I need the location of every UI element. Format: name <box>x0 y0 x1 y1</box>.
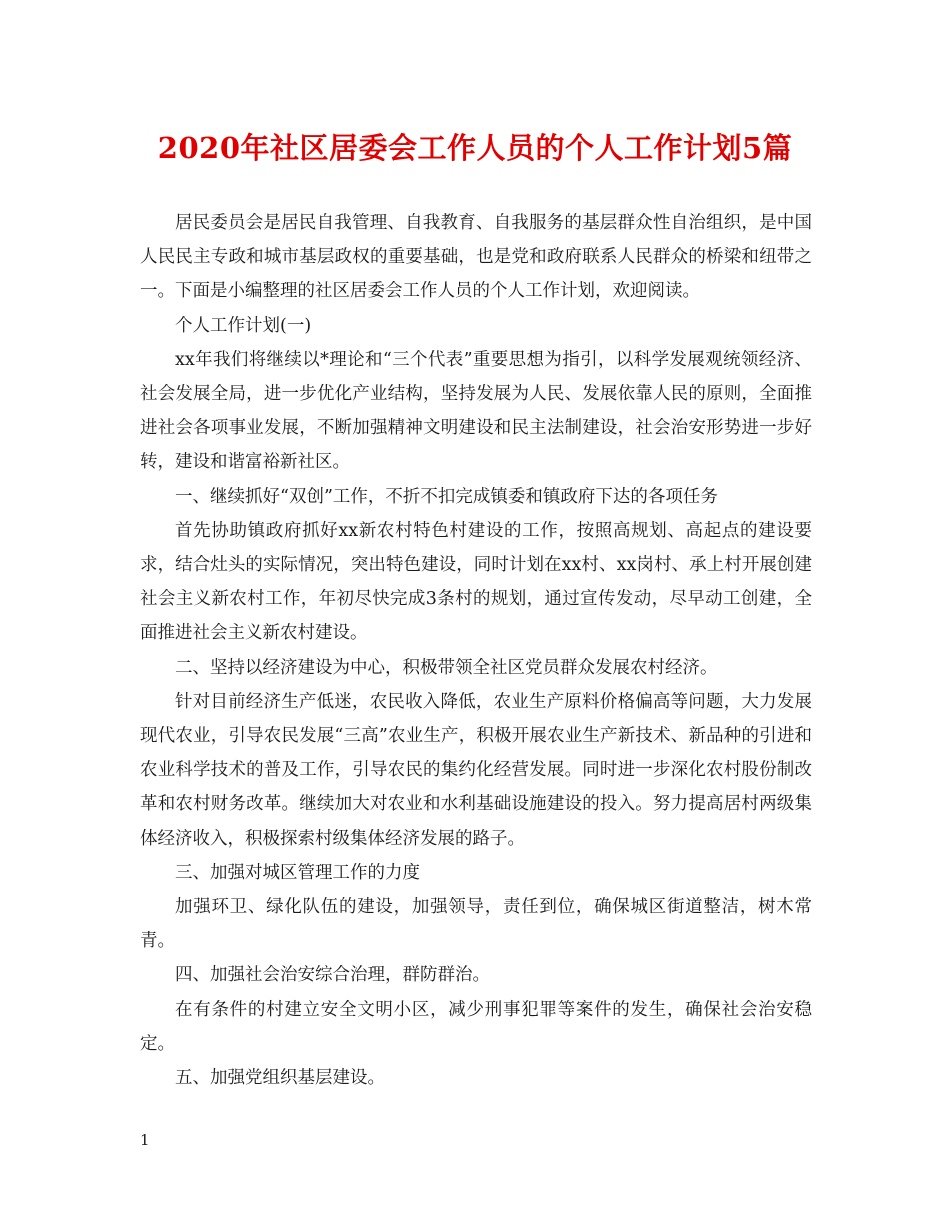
paragraph-overview: xx年我们将继续以*理论和“三个代表”重要思想为指引，以科学发展观统领经济、社会发展全局，进一步优化产业结构，坚持发展为人民、发展依靠人民的原则，全面推进社会各项事业发展，不断加强精神文明建设和民主法制建设，社会治安形势进一步好转，建设和谐富裕新社区。 <box>140 349 812 473</box>
paragraph-plan-heading: 个人工作计划(一) <box>175 315 312 336</box>
section-heading-1: 一、继续抓好“双创”工作，不折不扣完成镇委和镇政府下达的各项任务 <box>175 486 718 507</box>
section-heading-2: 二、坚持以经济建设为中心，积极带领全社区党员群众发展农村经济。 <box>175 657 718 678</box>
section-heading-3: 三、加强对城区管理工作的力度 <box>175 862 420 883</box>
paragraph-intro: 居民委员会是居民自我管理、自我教育、自我服务的基层群众性自治组织，是中国人民民主专政和城市基层政权的重要基础，也是党和政府联系人民群众的桥梁和纽带之一。下面是小编整理的社区居委会工作人员的个人工作计划，欢迎阅读。 <box>140 213 812 302</box>
paragraph-section-2: 针对目前经济生产低迷，农民收入降低，农业生产原料价格偏高等问题，大力发展现代农业，引导农民发展“三高”农业生产，积极开展农业生产新技术、新品种的引进和农业科学技术的普及工作，引导农民的集约化经营发展。同时进一步深化农村股份制改革和农村财务改革。继续加大对农业和水利基础设施建设的投入。努力提高居村两级集体经济收入，积极探索村级集体经济发展的路子。 <box>140 691 812 849</box>
page-number: 1 <box>140 1131 150 1149</box>
section-heading-5: 五、加强党组织基层建设。 <box>175 1068 385 1089</box>
document-body <box>140 206 812 1095</box>
paragraph-section-3: 加强环卫、绿化队伍的建设，加强领导，责任到位，确保城区街道整洁，树木常青。 <box>140 897 812 952</box>
section-heading-4: 四、加强社会治安综合治理，群防群治。 <box>175 965 490 986</box>
paragraph-section-4: 在有条件的村建立安全文明小区，减少刑事犯罪等案件的发生，确保社会治安稳定。 <box>140 999 812 1054</box>
document-title: 2020年社区居委会工作人员的个人工作计划5篇 <box>157 131 793 165</box>
paragraph-section-1: 首先协助镇政府抓好xx新农村特色村建设的工作，按照高规划、高起点的建设要求，结合灶头的实际情况，突出特色建设，同时计划在xx村、xx岗村、承上村开展创建社会主义新农村工作，年初尽快完成3条村的规划，通过宣传发动，尽早动工创建，全面推进社会主义新农村建设。 <box>140 520 812 644</box>
